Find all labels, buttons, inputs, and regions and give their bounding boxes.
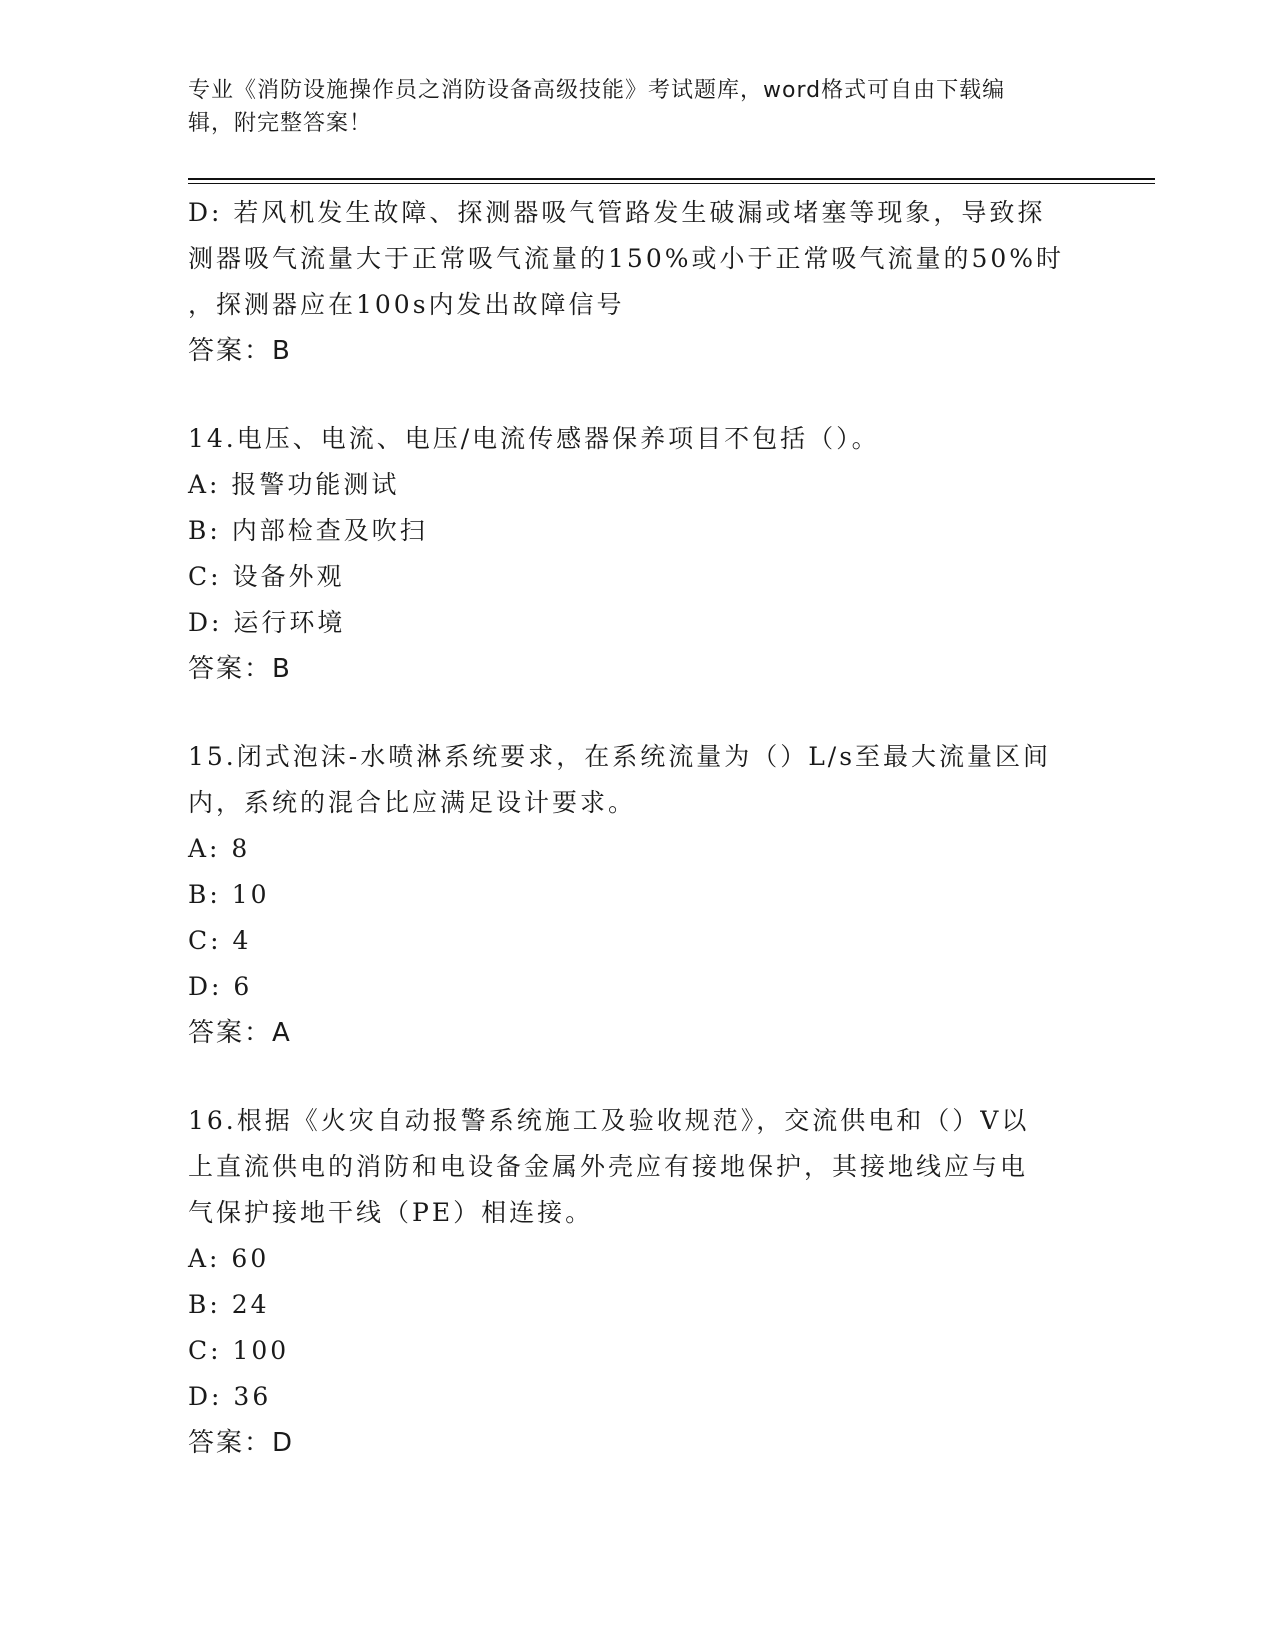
answer-label: 答案：A [188,1018,292,1048]
option-d: D: 6 [188,972,253,1001]
header-divider-thick [188,178,1155,180]
header-line-1: 专业《消防设施操作员之消防设备高级技能》考试题库，word格式可自由下载编 [188,78,1006,103]
spacer [188,1056,1088,1098]
question-stem-line-3: 气保护接地干线（PE）相连接。 [188,1198,594,1227]
option-a: A: 报警功能测试 [188,470,400,499]
option-c: C: 100 [188,1336,290,1365]
option-c: C: 4 [188,926,252,955]
option-b: B: 内部检查及吹扫 [188,516,428,545]
question-stem-line-1: 16.根据《火灾自动报警系统施工及验收规范》，交流供电和（）V以 [188,1106,1030,1135]
question-13-continuation [188,190,1088,374]
question-stem-line-2: 内，系统的混合比应满足设计要求。 [188,788,637,817]
option-b: B: 24 [188,1290,270,1319]
spacer [188,374,1088,416]
question-14 [188,416,1088,692]
header-divider-thin [188,183,1155,184]
answer-label: 答案：B [188,336,292,366]
option-d-line-3: ，探测器应在100s内发出故障信号 [188,290,625,319]
question-stem-line-2: 上直流供电的消防和电设备金属外壳应有接地保护，其接地线应与电 [188,1152,1029,1181]
document-header [188,74,1068,140]
option-a: A: 60 [188,1244,270,1273]
question-list [188,190,1088,1466]
question-stem: 14.电压、电流、电压/电流传感器保养项目不包括（）。 [188,424,880,453]
option-c: C: 设备外观 [188,562,345,591]
header-line-2: 辑，附完整答案！ [188,111,373,136]
option-b: B: 10 [188,880,270,909]
answer-label: 答案：B [188,654,292,684]
option-a: A: 8 [188,834,251,863]
option-d-line-1: D: 若风机发生故障、探测器吸气管路发生破漏或堵塞等现象，导致探 [188,198,1046,227]
option-d-line-2: 测器吸气流量大于正常吸气流量的150%或小于正常吸气流量的50%时 [188,244,1065,273]
option-d: D: 运行环境 [188,608,346,637]
spacer [188,692,1088,734]
option-d: D: 36 [188,1382,272,1411]
answer-label: 答案：D [188,1428,295,1458]
question-16 [188,1098,1088,1466]
question-stem-line-1: 15.闭式泡沫-水喷淋系统要求，在系统流量为（）L/s至最大流量区间 [188,742,1052,771]
question-15 [188,734,1088,1056]
